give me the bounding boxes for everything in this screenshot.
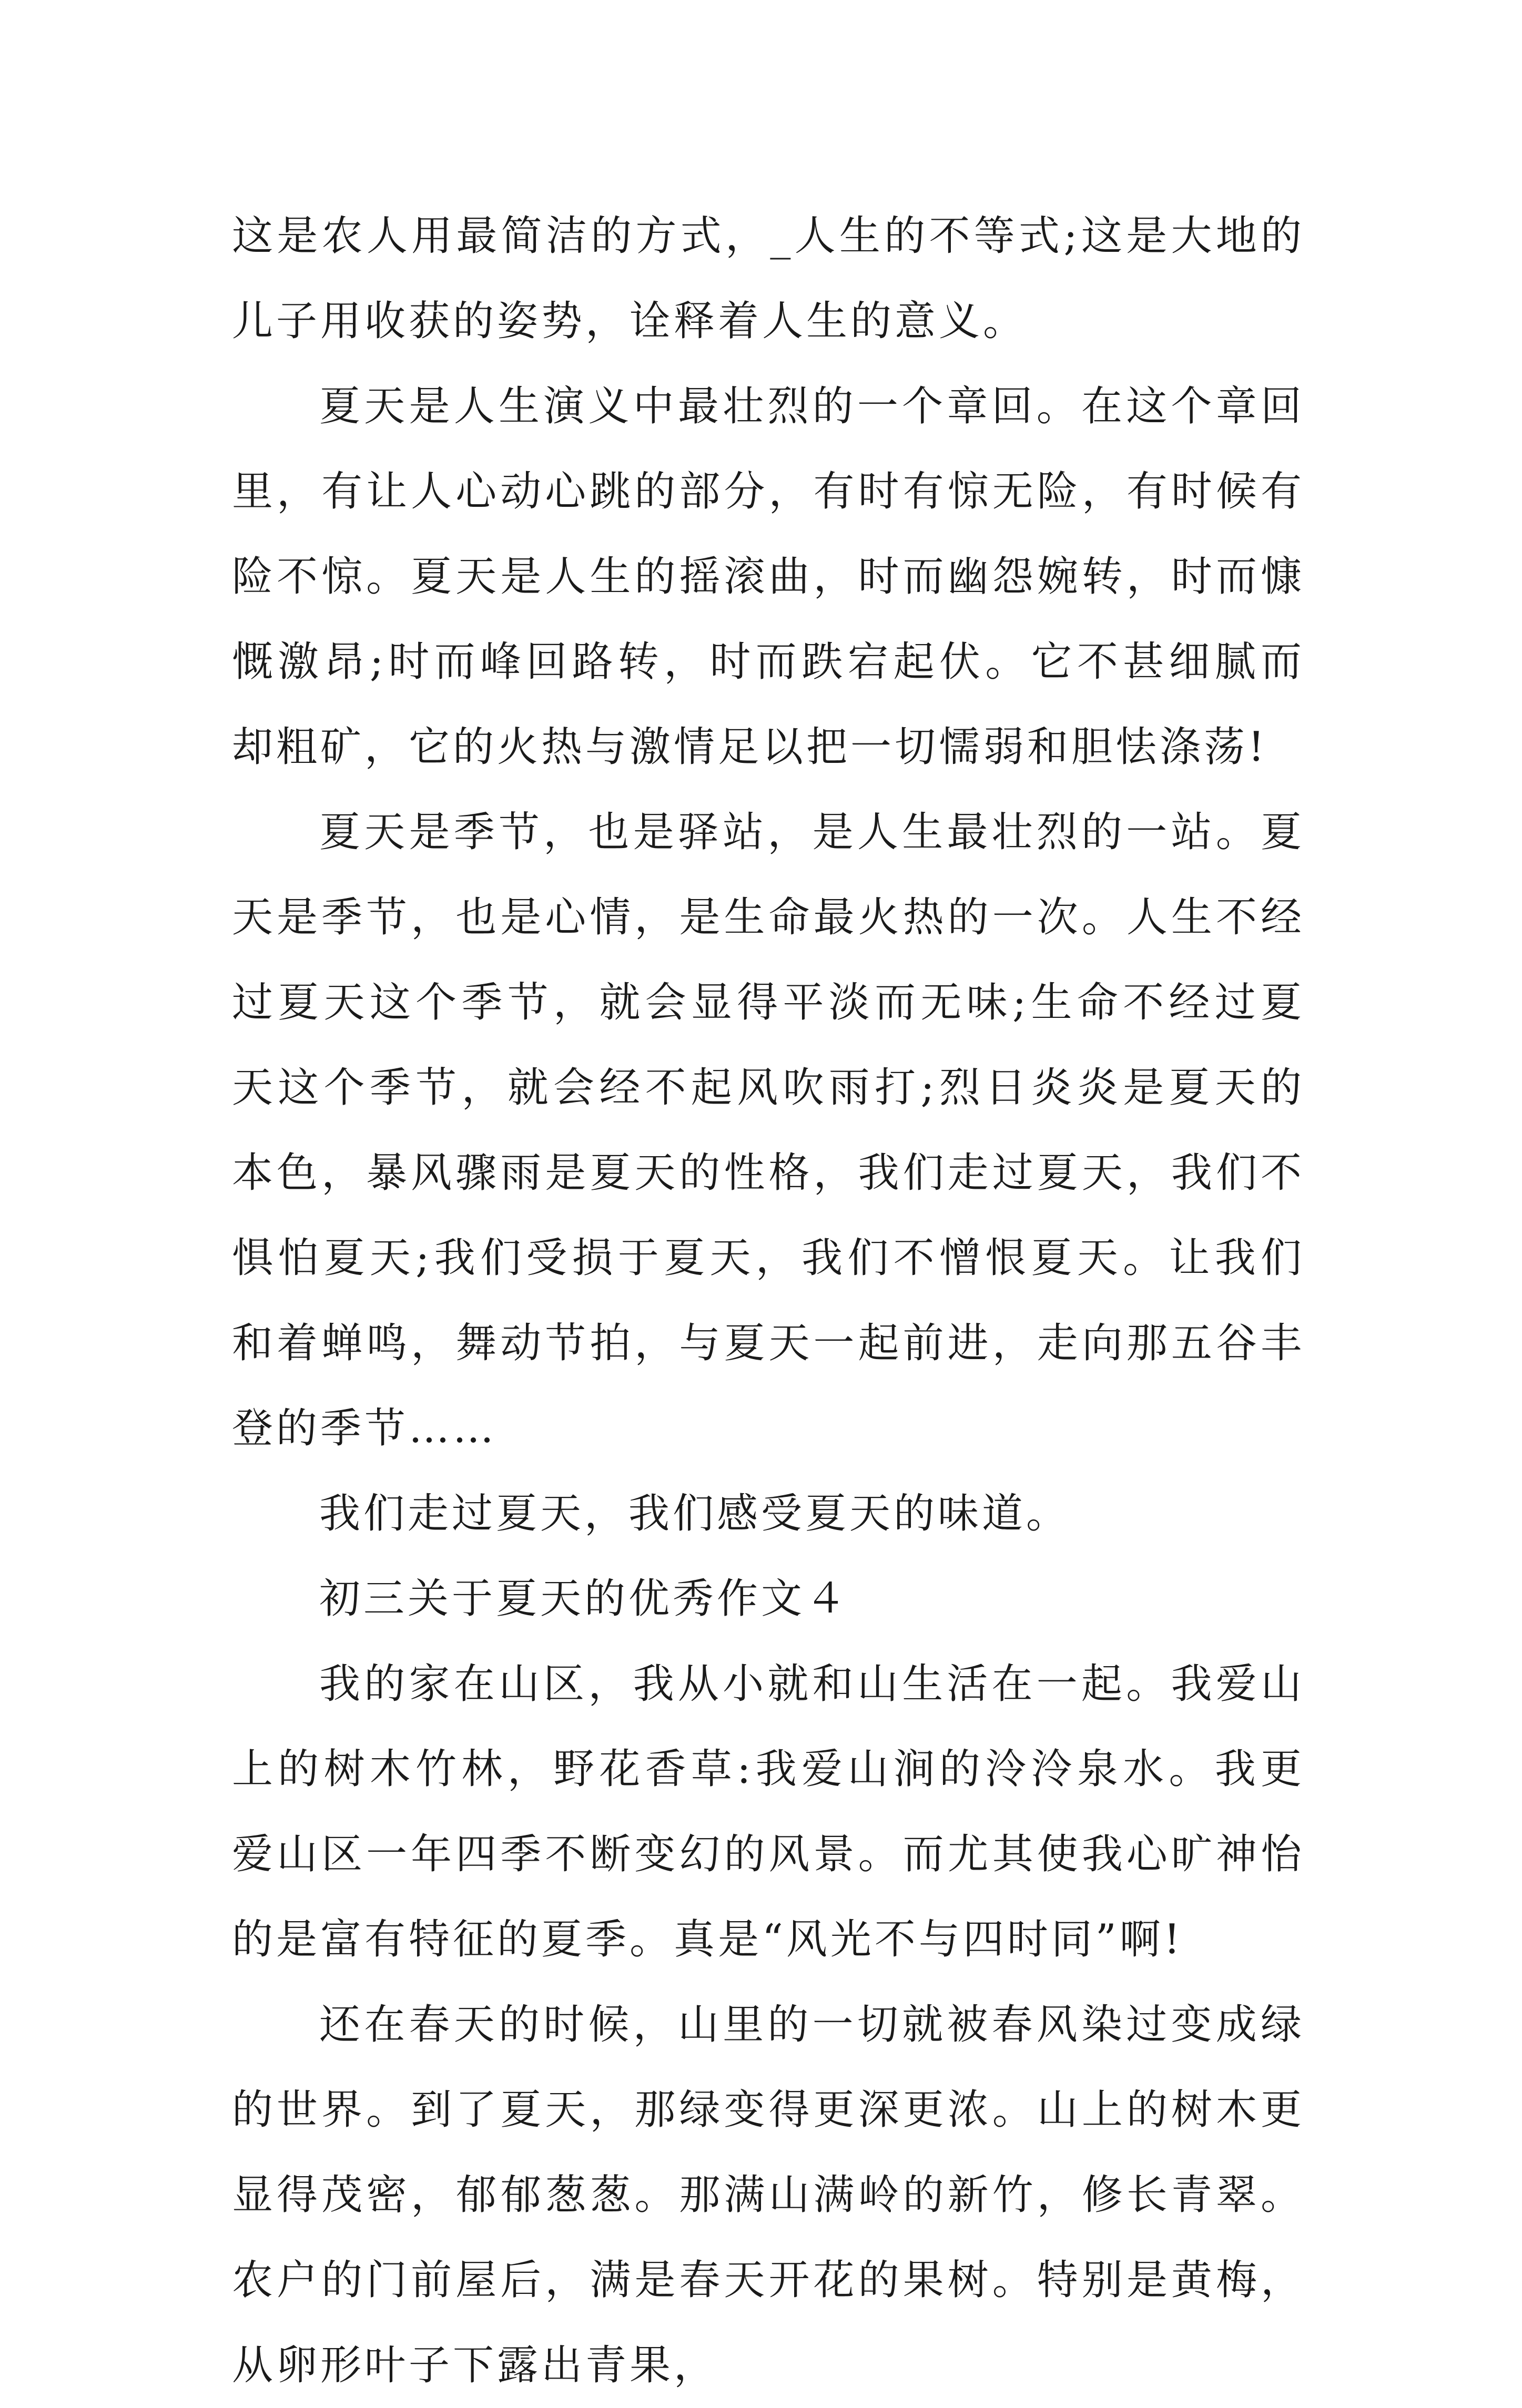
paragraph-4: 我们走过夏天，我们感受夏天的味道。 [319,1490,1071,1537]
section-heading: 初三关于夏天的优秀作文４ [319,1575,850,1623]
paragraph-1: 这是农人用最简洁的方式，_人生的不等式;这是大地的儿子用收获的姿势，诠释着人生的意义。 [232,212,1305,345]
paragraph-2: 夏天是人生演义中最壮烈的一个章回。在这个章回里，有让人心动心跳的部分，有时有惊无险，有时候有险不惊。夏天是人生的摇滚曲，时而幽怨婉转，时而慷慨激昂;时而峰回路转，时而跌宕起伏。它不甚细腻而却粗矿，它的火热与激情足以把一切懦弱和胆怯涤荡! [232,383,1305,771]
paragraph-3: 夏天是季节，也是驿站，是人生最壮烈的一站。夏天是季节，也是心情，是生命最火热的一次。人生不经过夏天这个季节，就会显得平淡而无味;生命不经过夏天这个季节，就会经不起风吹雨打;烈日炎炎是夏天的本色，暴风骤雨是夏天的性格，我们走过夏天，我们不惧怕夏天;我们受损于夏天，我们不憎恨夏天。让我们和着蝉鸣，舞动节拍，与夏天一起前进，走向那五谷丰登的季节…… [232,809,1305,1452]
document-body [232,193,1305,2408]
paragraph-6: 还在春天的时候，山里的一切就被春风染过变成绿的世界。到了夏天，那绿变得更深更浓。山上的树木更显得茂密，郁郁葱葱。那满山满岭的新竹，修长青翠。农户的门前屋后，满是春天开花的果树。特别是黄梅，从卵形叶子下露出青果， [232,2001,1305,2389]
paragraph-5: 我的家在山区，我从小就和山生活在一起。我爱山上的树木竹林，野花香草:我爱山涧的泠泠泉水。我更爱山区一年四季不断变幻的风景。而尤其使我心旷神怡的是富有特征的夏季。真是“风光不与四时同”啊! [232,1660,1305,1963]
